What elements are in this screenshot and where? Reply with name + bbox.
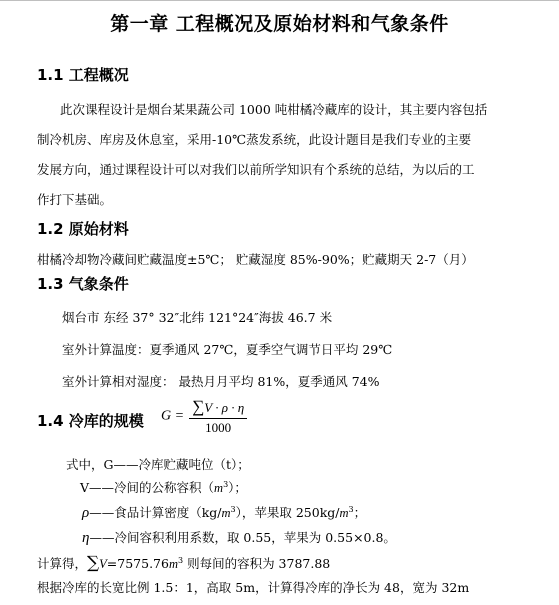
section-heading-1-2: 1.2 原始材料 xyxy=(37,220,129,238)
utilization-definition: η——冷间容积利用系数，取 0.55，苹果为 0.55×0.8。 xyxy=(82,530,396,546)
formula-lhs: G = xyxy=(161,408,185,424)
chapter-title: 第一章 工程概况及原始材料和气象条件 xyxy=(110,13,449,35)
volume-definition: V——冷间的公称容积$(m^3)$； xyxy=(80,479,247,495)
paragraph-line-3: 发展方向，通过课程设计可以对我们以前所学知识有个系统的总结，为以后的工 xyxy=(37,162,475,177)
sigma-symbol: ∑ xyxy=(192,397,205,416)
outdoor-temperature-line: 室外计算温度：夏季通风 27℃，夏季空气调节日平均 29℃ xyxy=(62,342,393,357)
formula-denominator: 1000 xyxy=(205,420,232,435)
formula-fraction xyxy=(189,397,247,436)
sigma-symbol: ∑ xyxy=(87,553,100,573)
page-top-border xyxy=(0,0,559,1)
paragraph-line-4: 作打下基础。 xyxy=(37,192,113,207)
paragraph-line-1: 此次课程设计是烟台某果蔬公司 1000 吨柑橘冷藏库的设计，其主要内容包括 xyxy=(60,102,488,117)
outdoor-humidity-line: 室外计算相对湿度： 最热月月平均 81%，夏季通风 74% xyxy=(62,374,380,389)
calculation-result: 计算得，$\sum V=7575.76m^3$ 则每间的容积为 3787.88 xyxy=(37,553,331,573)
where-intro: 式中，G——冷库贮藏吨位（t）； xyxy=(66,457,250,472)
storage-conditions: 柑橘冷却物冷藏间贮藏温度±5℃； 贮藏湿度 85%-90%；贮藏期天 2-7（月） xyxy=(37,252,474,267)
section-heading-1-1: 1.1 工程概况 xyxy=(37,66,129,84)
section-heading-1-4: 1.4 冷库的规模 xyxy=(37,412,144,430)
location-line: 烟台市 东经 37° 32″北纬 121°24″海拔 46.7 米 xyxy=(62,310,333,325)
density-definition: ρ——食品计算密度$(kg/m^3)$，苹果取 $250kg/m^3$； xyxy=(82,504,367,521)
formula-numerator: ∑V · ρ · η xyxy=(189,397,247,419)
section-heading-1-3: 1.3 气象条件 xyxy=(37,275,129,293)
paragraph-line-2: 制冷机房、库房及休息室，采用-10℃蒸发系统，此设计题目是我们专业的主要 xyxy=(37,132,472,147)
dimensions-line: 根据冷库的长宽比例 1.5：1，高取 5m，计算得冷库的净长为 48，宽为 32m xyxy=(37,580,470,595)
capacity-formula xyxy=(161,397,247,436)
